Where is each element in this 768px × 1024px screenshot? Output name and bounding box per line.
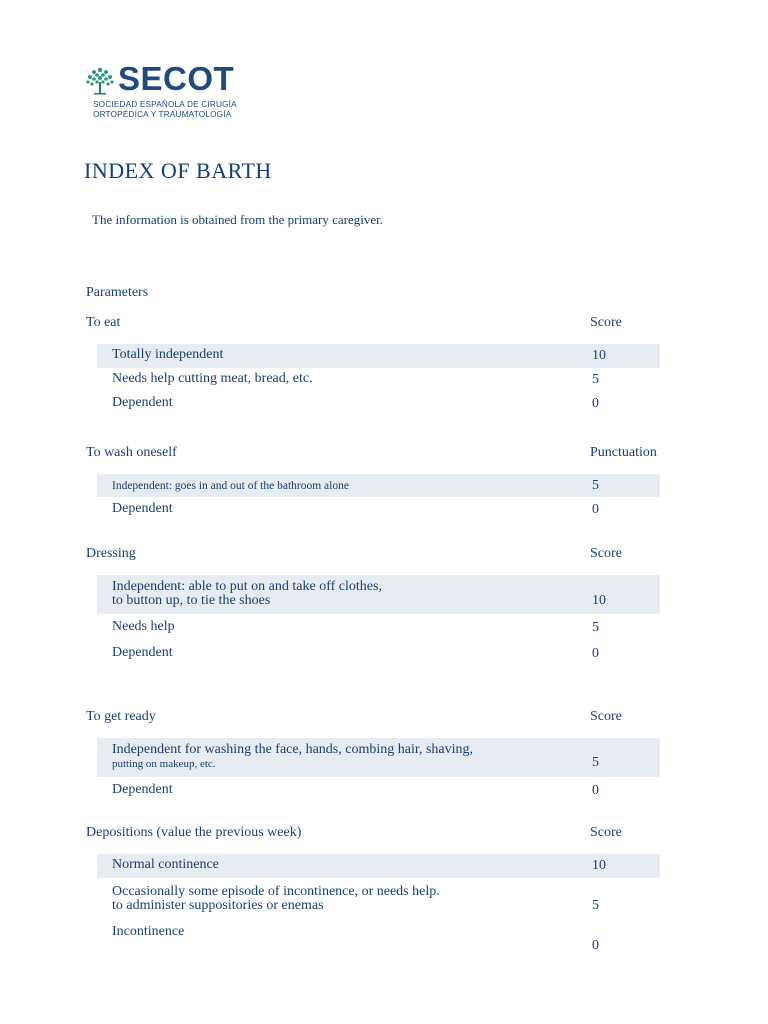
item-score: 0 <box>592 646 599 661</box>
logo-subtitle-2: ORTOPÉDICA Y TRAUMATOLOGÍA <box>93 110 232 119</box>
item-score: 0 <box>592 938 599 953</box>
item-label-line2: to administer suppositories or enemas <box>112 898 324 913</box>
score-header: Score <box>590 546 622 561</box>
item-label: Dependent <box>112 501 173 516</box>
section-title: Depositions (value the previous week) <box>86 825 302 840</box>
item-score: 0 <box>592 502 599 517</box>
list-item <box>97 642 660 666</box>
item-label: Needs help <box>112 619 175 634</box>
score-header: Punctuation <box>590 445 657 460</box>
item-label <box>112 580 382 608</box>
list-item <box>97 474 660 497</box>
section-title: To get ready <box>86 709 156 724</box>
list-item <box>97 368 660 392</box>
item-score: 5 <box>592 372 599 387</box>
list-item <box>97 392 660 416</box>
intro-text: The information is obtained from the primary caregiver. <box>92 212 383 227</box>
item-score: 5 <box>592 620 599 635</box>
item-label-line2: putting on makeup, etc. <box>112 758 216 770</box>
page-title: INDEX OF BARTH <box>84 158 272 183</box>
secot-logo <box>84 60 264 122</box>
item-label: Dependent <box>112 782 173 797</box>
logo-subtitle-1: SOCIEDAD ESPAÑOLA DE CIRUGÍA <box>93 100 237 109</box>
list-item <box>97 854 660 878</box>
section-title: To eat <box>86 315 121 330</box>
item-label: Normal continence <box>112 857 219 872</box>
list-item <box>97 344 660 368</box>
list-item <box>97 575 660 614</box>
score-header: Score <box>590 315 622 330</box>
logo-wordmark: SECOT <box>118 60 235 97</box>
list-item <box>97 779 660 803</box>
item-score: 5 <box>592 755 599 770</box>
score-header: Score <box>590 709 622 724</box>
parameters-label: Parameters <box>86 285 149 300</box>
item-label-line1: Occasionally some episode of incontinence, or needs help. <box>112 884 440 899</box>
list-item <box>97 616 660 640</box>
item-label: Independent: goes in and out of the bathroom alone <box>112 480 349 492</box>
score-header: Score <box>590 825 622 840</box>
item-label: Needs help cutting meat, bread, etc. <box>112 371 313 386</box>
item-score: 0 <box>592 396 599 411</box>
item-score: 0 <box>592 783 599 798</box>
item-label-line1: Independent for washing the face, hands, combing hair, shaving, <box>112 742 473 757</box>
item-label: Incontinence <box>112 924 185 939</box>
item-label: Dependent <box>112 395 173 410</box>
item-label-line2: to button up, to tie the shoes <box>112 593 271 608</box>
section-title: To wash oneself <box>86 445 177 460</box>
item-score: 10 <box>592 593 606 608</box>
item-label: Totally independent <box>112 347 224 362</box>
tree-icon <box>84 66 116 98</box>
list-item <box>97 881 660 921</box>
item-label <box>112 743 473 771</box>
item-label-line1: Independent: able to put on and take off clothes, <box>112 579 382 594</box>
list-item <box>97 922 660 956</box>
item-label <box>112 885 440 913</box>
section-title: Dressing <box>86 546 136 561</box>
item-score: 5 <box>592 898 599 913</box>
list-item <box>97 498 660 522</box>
item-score: 10 <box>592 348 606 363</box>
item-score: 10 <box>592 858 606 873</box>
list-item <box>97 738 660 777</box>
item-score: 5 <box>592 478 599 493</box>
item-label: Dependent <box>112 645 173 660</box>
